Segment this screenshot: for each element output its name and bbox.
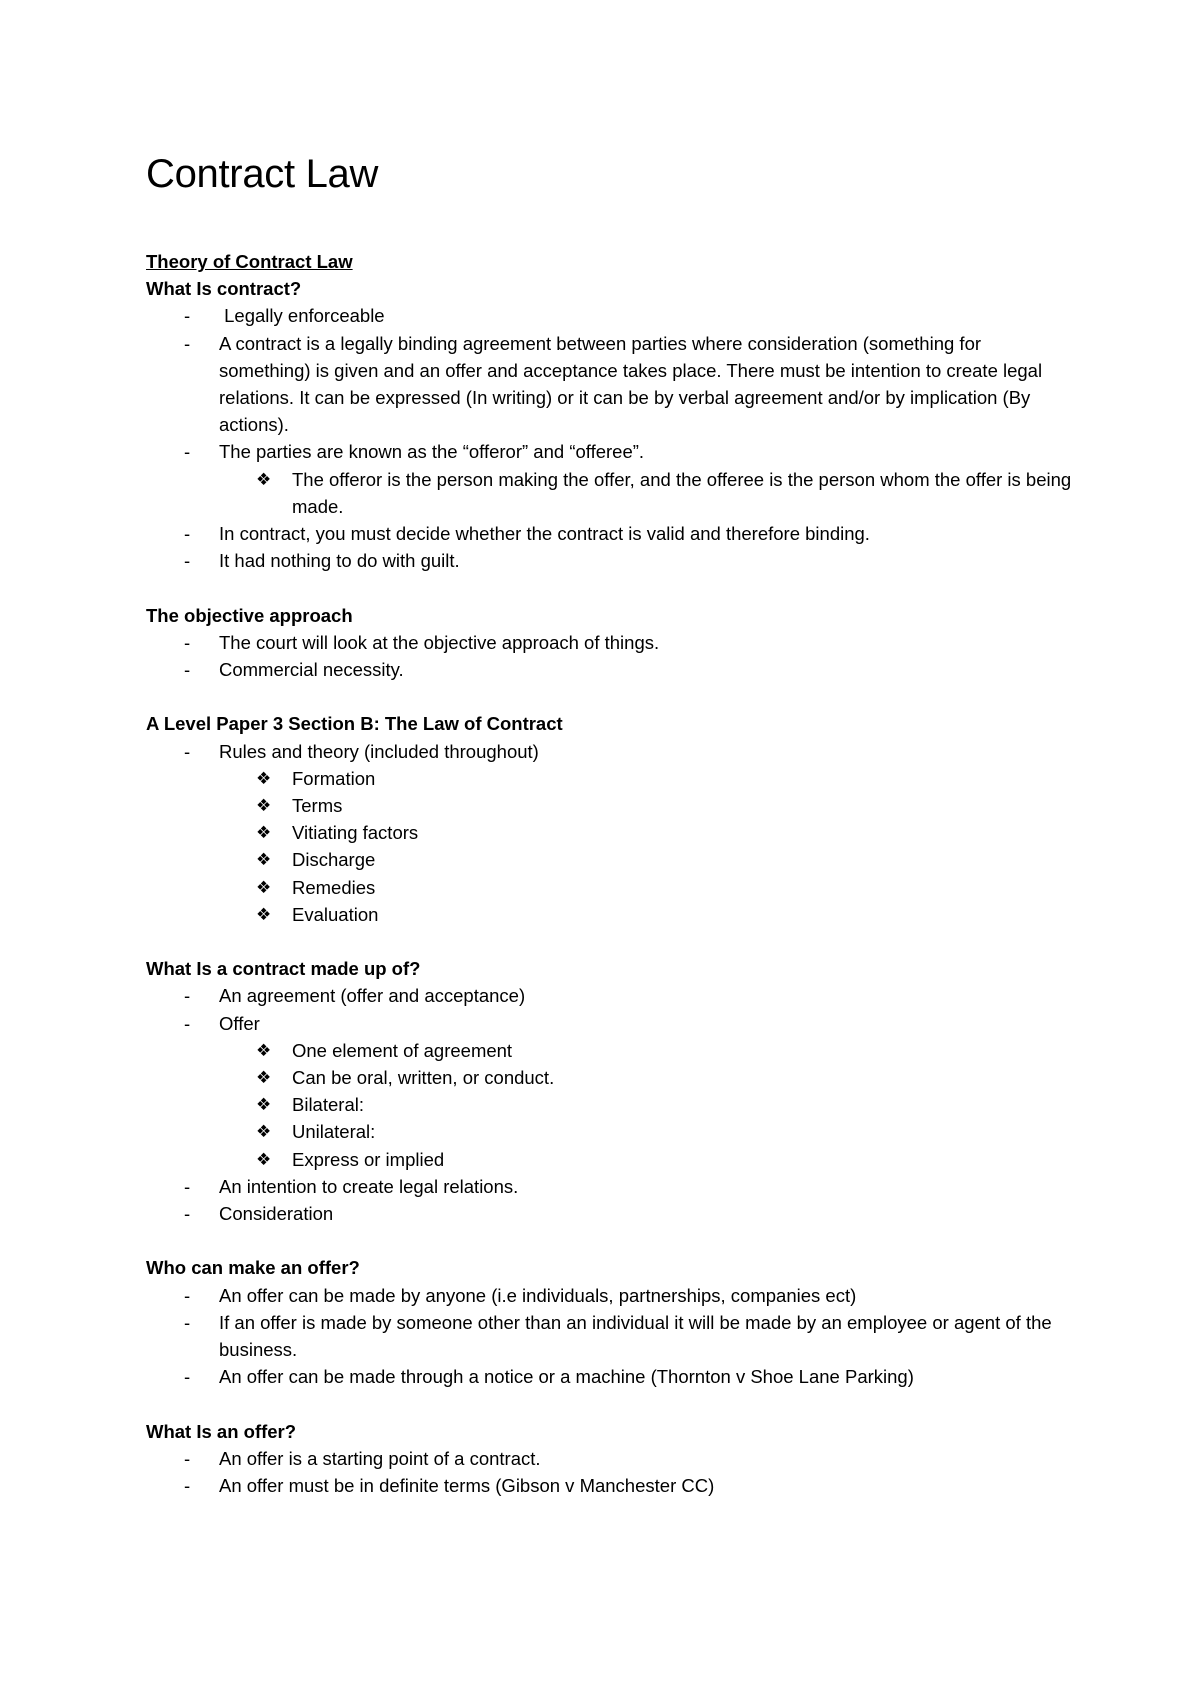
- list-item-text: It had nothing to do with guilt.: [219, 550, 460, 572]
- list-item-text: The court will look at the objective approach of things.: [219, 631, 660, 653]
- dash-bullet: -: [184, 332, 191, 354]
- sub-list-item: [146, 819, 1076, 846]
- list-item: [146, 302, 1076, 329]
- list-item-text: An offer can be made through a notice or a machine (Thornton v Shoe Lane Parking): [219, 1366, 914, 1388]
- dash-bullet: -: [184, 1012, 191, 1034]
- list-item: [146, 520, 1076, 547]
- list-item-text: Commercial necessity.: [219, 659, 404, 681]
- sub-list-item: [146, 1091, 1076, 1118]
- list-item-text: If an offer is made by someone other than an individual it will be made by an employee or agent of the business.: [219, 1311, 1052, 1361]
- spacer: [146, 683, 1076, 710]
- diamond-bullet-icon: ❖: [256, 1122, 272, 1142]
- section-heading-a-level-paper: A Level Paper 3 Section B: The Law of Contract: [146, 713, 563, 735]
- diamond-bullet-icon: ❖: [256, 823, 272, 843]
- sub-list-item: [146, 846, 1076, 873]
- list-item-text: Legally enforceable: [219, 305, 385, 327]
- list-item-text: A contract is a legally binding agreement between parties where consideration (something for something) is given and an offer and acceptance takes place. There must be intention to create legal relations. It can be expressed (In writing) or it can be by verbal agreement and/or by implication (By actions).: [219, 332, 1043, 436]
- dash-bullet: -: [184, 1447, 191, 1469]
- diamond-bullet-icon: ❖: [256, 850, 272, 870]
- diamond-bullet-icon: ❖: [256, 469, 272, 489]
- dash-bullet: -: [184, 1203, 191, 1225]
- list-item: [146, 1309, 1076, 1363]
- dash-bullet: -: [184, 1284, 191, 1306]
- list-item: [146, 738, 1076, 765]
- diamond-bullet-icon: ❖: [256, 768, 272, 788]
- spacer: [146, 1227, 1076, 1254]
- section-heading-contract-made-up-of: What Is a contract made up of?: [146, 958, 421, 980]
- dash-bullet: -: [184, 659, 191, 681]
- sub-list-item-text: Can be oral, written, or conduct.: [292, 1067, 555, 1089]
- dash-bullet: -: [184, 985, 191, 1007]
- list-item-text: Offer: [219, 1012, 260, 1034]
- sub-list-item: [146, 1146, 1076, 1173]
- sub-list-item: [146, 901, 1076, 928]
- list-item: [146, 1472, 1076, 1499]
- section-heading-who-can-make-offer: Who can make an offer?: [146, 1257, 360, 1279]
- diamond-bullet-icon: ❖: [256, 796, 272, 816]
- sub-list-item-text: Bilateral:: [292, 1094, 364, 1116]
- sub-list-item: [146, 466, 1076, 520]
- list-item: [146, 1173, 1076, 1200]
- dash-bullet: -: [184, 1175, 191, 1197]
- dash-bullet: -: [184, 523, 191, 545]
- list-item-text: An offer is a starting point of a contract.: [219, 1447, 541, 1469]
- list-item-text: In contract, you must decide whether the contract is valid and therefore binding.: [219, 523, 870, 545]
- sub-list-item-text: Remedies: [292, 876, 376, 898]
- spacer: [146, 1390, 1076, 1417]
- list-item-text: An offer can be made by anyone (i.e individuals, partnerships, companies ect): [219, 1284, 857, 1306]
- diamond-bullet-icon: ❖: [256, 1040, 272, 1060]
- list-item: [146, 547, 1076, 574]
- sub-list-item-text: Formation: [292, 767, 376, 789]
- list-item-text: An agreement (offer and acceptance): [219, 985, 526, 1007]
- sub-list-item-text: Evaluation: [292, 903, 379, 925]
- sub-list-item-text: Vitiating factors: [292, 822, 419, 844]
- list-item: [146, 1200, 1076, 1227]
- spacer: [146, 928, 1076, 955]
- list-item-text: The parties are known as the “offeror” and “offeree”.: [219, 441, 645, 463]
- diamond-bullet-icon: ❖: [256, 904, 272, 924]
- dash-bullet: -: [184, 631, 191, 653]
- list-item: [146, 1010, 1076, 1037]
- sub-list-item: [146, 874, 1076, 901]
- sub-list-item: [146, 1064, 1076, 1091]
- list-item: [146, 1445, 1076, 1472]
- sub-list-item-text: The offeror is the person making the offer, and the offeree is the person whom the offer is being made.: [292, 468, 1072, 517]
- section-heading-objective-approach: The objective approach: [146, 604, 353, 626]
- list-item: [146, 629, 1076, 656]
- list-item: [146, 982, 1076, 1009]
- dash-bullet: -: [184, 305, 191, 327]
- sub-list-item-text: Express or implied: [292, 1148, 445, 1170]
- document-title: Contract Law: [146, 152, 379, 196]
- dash-bullet: -: [184, 1475, 191, 1497]
- sub-list-item-text: Terms: [292, 795, 343, 817]
- dash-bullet: -: [184, 740, 191, 762]
- sub-list-item: [146, 765, 1076, 792]
- diamond-bullet-icon: ❖: [256, 877, 272, 897]
- list-item-text: Consideration: [219, 1203, 334, 1225]
- dash-bullet: -: [184, 1311, 191, 1333]
- document-page: [146, 150, 1076, 1499]
- dash-bullet: -: [184, 441, 191, 463]
- sub-list-item-text: One element of agreement: [292, 1039, 513, 1061]
- sub-list-item: [146, 792, 1076, 819]
- dash-bullet: -: [184, 550, 191, 572]
- list-item: [146, 330, 1076, 439]
- section-subheading-what-is-contract: What Is contract?: [146, 278, 302, 300]
- spacer: [146, 574, 1076, 601]
- list-item: [146, 438, 1076, 465]
- diamond-bullet-icon: ❖: [256, 1095, 272, 1115]
- list-item: [146, 656, 1076, 683]
- list-item-text: An intention to create legal relations.: [219, 1175, 519, 1197]
- list-item-text: An offer must be in definite terms (Gibson v Manchester CC): [219, 1475, 715, 1497]
- sub-list-item: [146, 1118, 1076, 1145]
- sub-list-item-text: Discharge: [292, 849, 376, 871]
- list-item: [146, 1282, 1076, 1309]
- dash-bullet: -: [184, 1366, 191, 1388]
- list-item-text: Rules and theory (included throughout): [219, 740, 539, 762]
- section-heading-theory: Theory of Contract Law: [146, 251, 353, 272]
- diamond-bullet-icon: ❖: [256, 1068, 272, 1088]
- section-heading-what-is-offer: What Is an offer?: [146, 1420, 297, 1442]
- sub-list-item-text: Unilateral:: [292, 1121, 376, 1143]
- list-item: [146, 1363, 1076, 1390]
- sub-list-item: [146, 1037, 1076, 1064]
- diamond-bullet-icon: ❖: [256, 1149, 272, 1169]
